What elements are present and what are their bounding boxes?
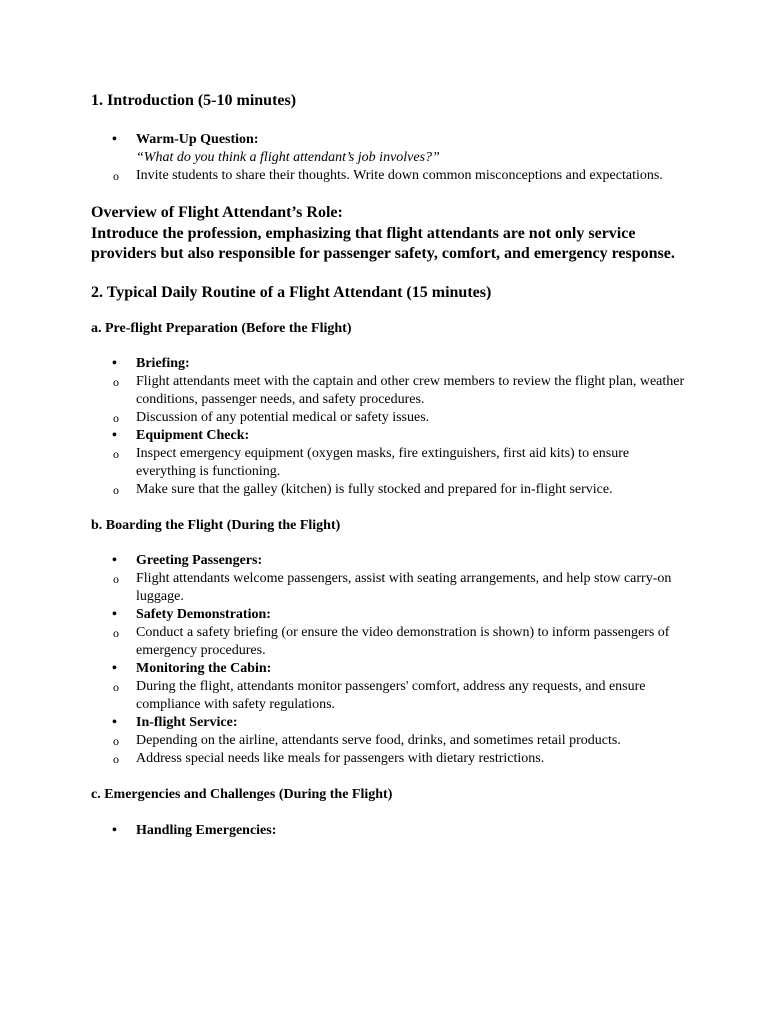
bullet-icon: • <box>112 552 117 568</box>
intro-list <box>91 131 691 185</box>
list-item-briefing <box>91 355 691 427</box>
boarding-list <box>91 552 691 768</box>
circle-bullet-icon: o <box>113 751 119 766</box>
briefing-label: Briefing: <box>136 355 190 371</box>
list-item-equipment <box>91 427 691 499</box>
sub-list-item <box>91 732 691 750</box>
circle-bullet-icon: o <box>113 410 119 425</box>
bullet-icon: • <box>112 714 117 730</box>
list-item-greeting <box>91 552 691 606</box>
sub-list-item <box>91 624 691 660</box>
bullet-icon: • <box>112 355 117 371</box>
safety-label: Safety Demonstration: <box>136 606 271 622</box>
greeting-sublist <box>91 570 691 606</box>
inflight-sublist <box>91 732 691 768</box>
monitoring-label: Monitoring the Cabin: <box>136 660 272 676</box>
monitoring-sublist <box>91 678 691 714</box>
warmup-question: “What do you think a flight attendant’s job involves?” <box>136 150 440 165</box>
sub-list-item <box>91 373 691 409</box>
greeting-sub-text-1: Flight attendants welcome passengers, assist with seating arrangements, and help stow carry-on luggage. <box>136 570 672 604</box>
circle-bullet-icon: o <box>113 446 119 461</box>
briefing-sub-text-2: Discussion of any potential medical or safety issues. <box>136 409 430 425</box>
sub-list-item <box>91 445 691 481</box>
equipment-sublist <box>91 445 691 499</box>
circle-bullet-icon: o <box>113 733 119 748</box>
circle-bullet-icon: o <box>113 482 119 497</box>
overview-body: Introduce the profession, emphasizing that flight attendants are not only service providers but also responsible for passenger safety, comfort, and emergency response. <box>91 224 675 262</box>
inflight-sub-text-2: Address special needs like meals for passengers with dietary restrictions. <box>136 750 545 766</box>
list-item-inflight <box>91 714 691 768</box>
circle-bullet-icon: o <box>113 679 119 694</box>
greeting-label: Greeting Passengers: <box>136 552 263 568</box>
list-item-warmup <box>91 131 691 185</box>
equipment-label: Equipment Check: <box>136 427 250 443</box>
list-item-handling <box>91 822 691 840</box>
sub-list-item <box>91 167 691 185</box>
bullet-icon: • <box>112 660 117 676</box>
monitoring-sub-text-1: During the flight, attendants monitor passengers' comfort, address any requests, and ensure compliance with safety regulations. <box>136 678 646 712</box>
circle-bullet-icon: o <box>113 169 119 183</box>
bullet-icon: • <box>112 132 117 147</box>
intro-heading: 1. Introduction (5-10 minutes) <box>91 92 297 109</box>
bullet-icon: • <box>112 427 117 443</box>
sub-list-item <box>91 750 691 768</box>
handling-label: Handling Emergencies: <box>136 822 277 838</box>
safety-sublist <box>91 624 691 660</box>
briefing-sublist <box>91 373 691 427</box>
warmup-label: Warm-Up Question: <box>136 132 259 147</box>
inflight-label: In-flight Service: <box>136 714 238 730</box>
inflight-sub-text-1: Depending on the airline, attendants serve food, drinks, and sometimes retail products. <box>136 732 621 748</box>
overview-title: Overview of Flight Attendant’s Role: <box>91 204 343 221</box>
boarding-heading: b. Boarding the Flight (During the Flight) <box>91 517 341 533</box>
sub-list-item <box>91 678 691 714</box>
sub-list-item <box>91 570 691 606</box>
bullet-icon: • <box>112 606 117 622</box>
preflight-heading: a. Pre-flight Preparation (Before the Flight) <box>91 320 352 336</box>
emergencies-heading: c. Emergencies and Challenges (During the Flight) <box>91 786 393 802</box>
list-item-safety <box>91 606 691 660</box>
routine-heading: 2. Typical Daily Routine of a Flight Attendant (15 minutes) <box>91 283 492 301</box>
equipment-sub-text-2: Make sure that the galley (kitchen) is fully stocked and prepared for in-flight service. <box>136 481 613 497</box>
warmup-sublist <box>91 167 691 185</box>
safety-sub-text-1: Conduct a safety briefing (or ensure the video demonstration is shown) to inform passengers of emergency procedures. <box>136 624 670 658</box>
sub-list-item <box>91 481 691 499</box>
circle-bullet-icon: o <box>113 374 119 389</box>
briefing-sub-text-1: Flight attendants meet with the captain and other crew members to review the flight plan, weather conditions, passenger needs, and safety procedures. <box>136 373 685 407</box>
emergencies-list <box>91 822 691 840</box>
warmup-sub-text: Invite students to share their thoughts. Write down common misconceptions and expectations. <box>136 168 663 183</box>
circle-bullet-icon: o <box>113 571 119 586</box>
document-page <box>91 90 691 840</box>
equipment-sub-text-1: Inspect emergency equipment (oxygen masks, fire extinguishers, first aid kits) to ensure everything is functioning. <box>136 445 630 479</box>
preflight-list <box>91 355 691 499</box>
bullet-icon: • <box>112 822 117 838</box>
sub-list-item <box>91 409 691 427</box>
circle-bullet-icon: o <box>113 625 119 640</box>
list-item-monitoring <box>91 660 691 714</box>
